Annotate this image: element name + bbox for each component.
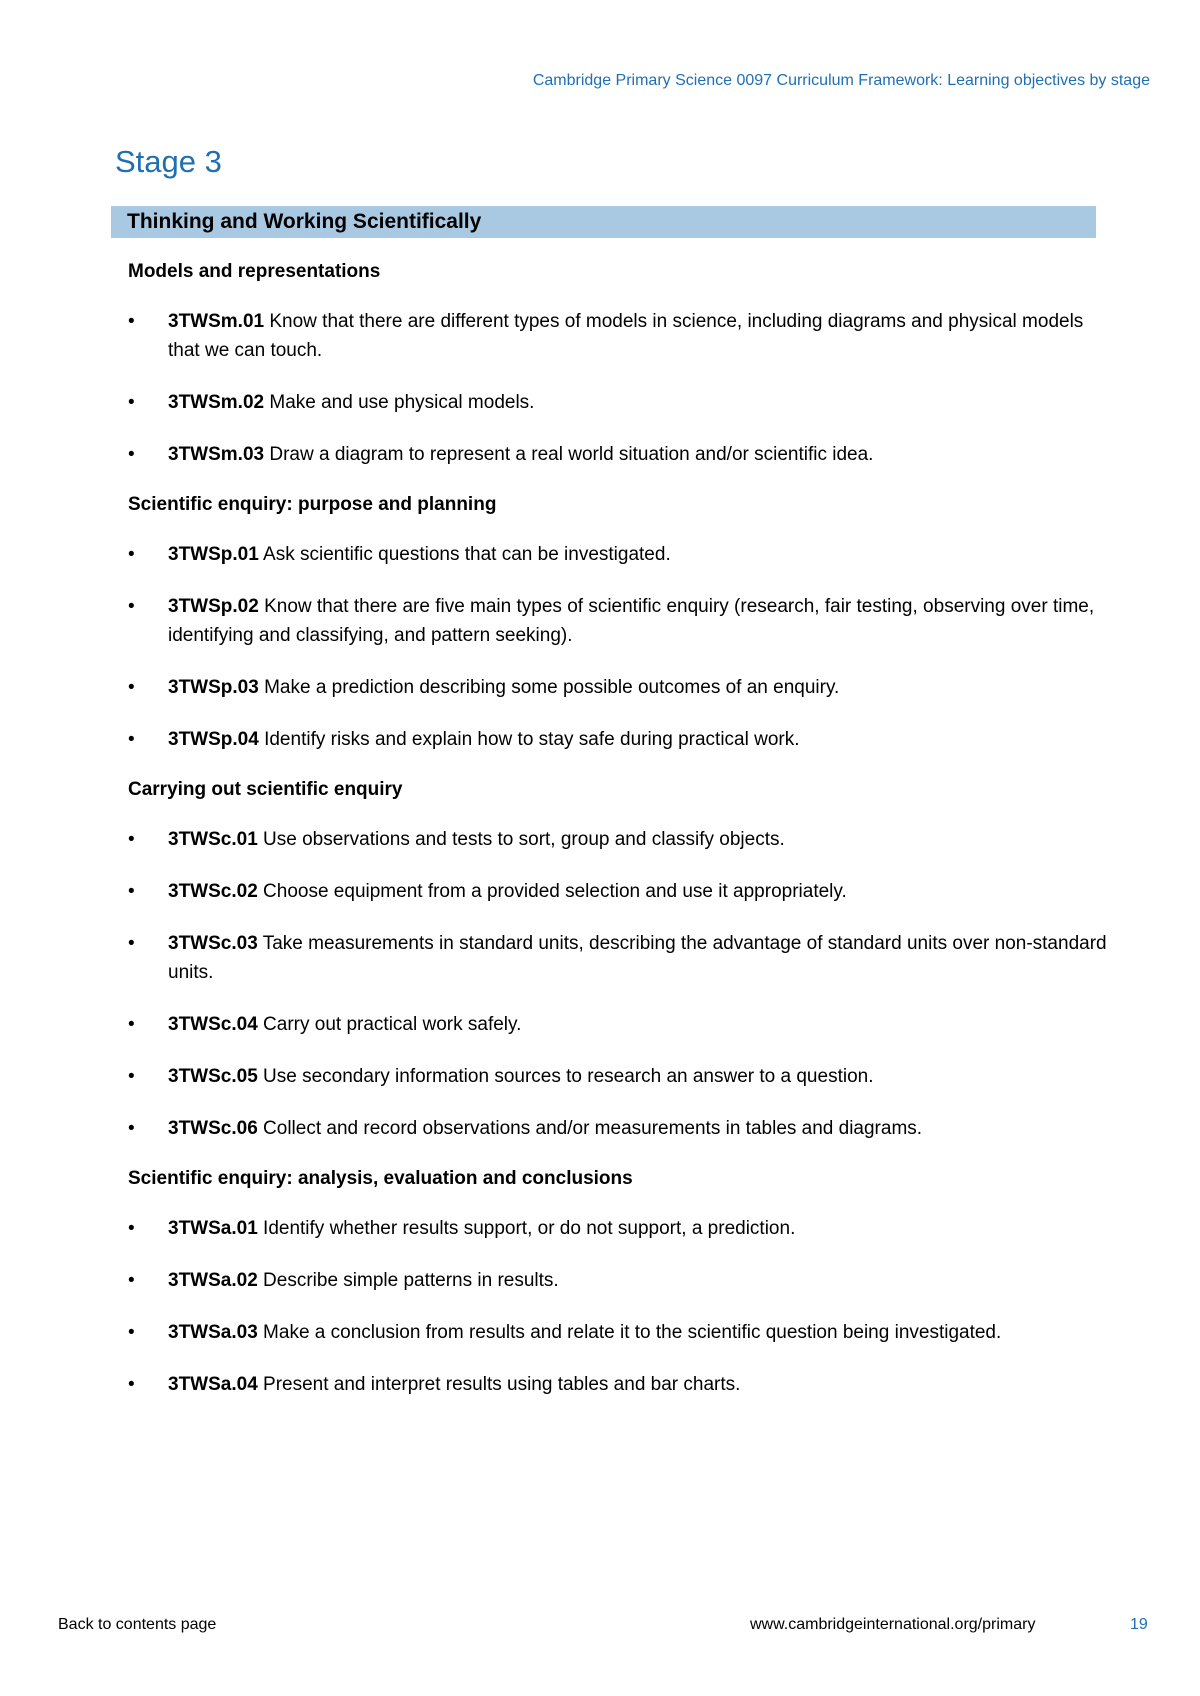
- objective-item: [128, 825, 1108, 854]
- objective-item: [128, 673, 1108, 702]
- objective-code: 3TWSp.03: [168, 677, 259, 698]
- objective-text: Identify risks and explain how to stay safe during practical work.: [258, 729, 800, 750]
- objective-item: [128, 1318, 1108, 1347]
- objective-list: [128, 307, 1108, 469]
- page-number: 19: [1130, 1616, 1148, 1633]
- objectives-content: [128, 259, 1108, 1422]
- objective-code: 3TWSm.03: [168, 444, 265, 465]
- objective-text: Carry out practical work safely.: [257, 1014, 522, 1035]
- objective-code: 3TWSm.02: [168, 392, 265, 413]
- objective-text: Know that there are different types of models in science, including diagrams and physical models that we can touch.: [168, 311, 1084, 361]
- subsection-heading: Scientific enquiry: analysis, evaluation and conclusions: [128, 1168, 633, 1189]
- objective-list: [128, 825, 1108, 1143]
- objective-item: [128, 388, 1108, 417]
- objective-text: Describe simple patterns in results.: [257, 1270, 559, 1291]
- objective-code: 3TWSp.01: [168, 544, 259, 565]
- objective-text: Identify whether results support, or do not support, a prediction.: [257, 1218, 796, 1239]
- objective-item: [128, 540, 1108, 569]
- bullet-icon: •: [128, 1066, 135, 1087]
- objective-text: Choose equipment from a provided selection and use it appropriately.: [257, 881, 847, 902]
- objective-code: 3TWSp.02: [168, 596, 259, 617]
- subsection-heading: Models and representations: [128, 261, 381, 282]
- objective-code: 3TWSc.03: [168, 933, 258, 954]
- subsection-heading: Scientific enquiry: purpose and planning: [128, 494, 497, 515]
- bullet-icon: •: [128, 1218, 135, 1239]
- objective-item: [128, 1266, 1108, 1295]
- objective-text: Take measurements in standard units, describing the advantage of standard units over non-standard units.: [168, 933, 1107, 983]
- bullet-icon: •: [128, 311, 135, 332]
- running-header: Cambridge Primary Science 0097 Curriculum Framework: Learning objectives by stage: [532, 72, 1150, 89]
- footer-url: www.cambridgeinternational.org/primary: [750, 1616, 1036, 1633]
- objective-code: 3TWSp.04: [168, 729, 259, 750]
- objective-text: Draw a diagram to represent a real world situation and/or scientific idea.: [264, 444, 874, 465]
- section-title: Thinking and Working Scientifically: [127, 210, 482, 233]
- objective-text: Collect and record observations and/or measurements in tables and diagrams.: [257, 1118, 923, 1139]
- bullet-icon: •: [128, 1322, 135, 1343]
- objective-text: Make a prediction describing some possible outcomes of an enquiry.: [258, 677, 840, 698]
- objective-item: [128, 725, 1108, 754]
- objective-code: 3TWSc.01: [168, 829, 258, 850]
- bullet-icon: •: [128, 444, 135, 465]
- bullet-icon: •: [128, 1014, 135, 1035]
- objective-item: [128, 929, 1108, 987]
- objective-item: [128, 877, 1108, 906]
- section-header-bar: [111, 206, 1096, 238]
- objective-item: [128, 592, 1108, 650]
- bullet-icon: •: [128, 729, 135, 750]
- bullet-icon: •: [128, 544, 135, 565]
- objective-code: 3TWSa.03: [168, 1322, 258, 1343]
- bullet-icon: •: [128, 933, 135, 954]
- objective-code: 3TWSa.04: [168, 1374, 258, 1395]
- objective-code: 3TWSc.06: [168, 1118, 258, 1139]
- objective-item: [128, 440, 1108, 469]
- objective-code: 3TWSc.05: [168, 1066, 258, 1087]
- page-title: Stage 3: [115, 144, 222, 179]
- objective-text: Present and interpret results using tables and bar charts.: [257, 1374, 741, 1395]
- bullet-icon: •: [128, 829, 135, 850]
- objective-item: [128, 307, 1108, 365]
- objective-code: 3TWSc.04: [168, 1014, 258, 1035]
- subsection-heading: Carrying out scientific enquiry: [128, 779, 403, 800]
- objective-text: Use observations and tests to sort, group and classify objects.: [257, 829, 785, 850]
- objective-item: [128, 1370, 1108, 1399]
- bullet-icon: •: [128, 1270, 135, 1291]
- objective-text: Make and use physical models.: [264, 392, 535, 413]
- bullet-icon: •: [128, 392, 135, 413]
- bullet-icon: •: [128, 1118, 135, 1139]
- bullet-icon: •: [128, 677, 135, 698]
- objective-item: [128, 1114, 1108, 1143]
- objective-item: [128, 1062, 1108, 1091]
- objective-code: 3TWSm.01: [168, 311, 265, 332]
- objective-item: [128, 1010, 1108, 1039]
- bullet-icon: •: [128, 881, 135, 902]
- objective-item: [128, 1214, 1108, 1243]
- objective-text: Use secondary information sources to research an answer to a question.: [257, 1066, 874, 1087]
- objective-text: Know that there are five main types of scientific enquiry (research, fair testing, observing over time, identifying and classifying, and pattern seeking).: [168, 596, 1095, 646]
- objective-code: 3TWSa.02: [168, 1270, 258, 1291]
- objective-text: Ask scientific questions that can be investigated.: [258, 544, 671, 565]
- bullet-icon: •: [128, 596, 135, 617]
- objective-code: 3TWSa.01: [168, 1218, 258, 1239]
- objective-list: [128, 540, 1108, 754]
- back-to-contents-link[interactable]: Back to contents page: [58, 1616, 217, 1633]
- objective-code: 3TWSc.02: [168, 881, 258, 902]
- objective-list: [128, 1214, 1108, 1399]
- objective-text: Make a conclusion from results and relate it to the scientific question being investigated.: [257, 1322, 1002, 1343]
- bullet-icon: •: [128, 1374, 135, 1395]
